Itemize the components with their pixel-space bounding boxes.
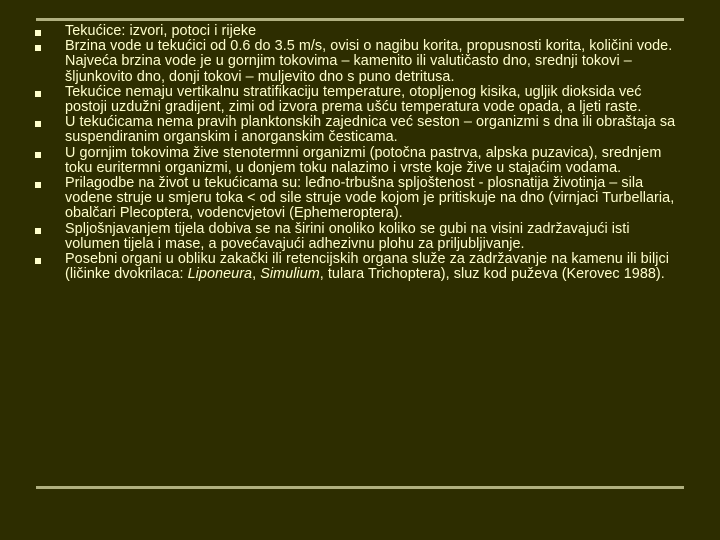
bullet-item-8	[34, 252, 684, 282]
bullet-text-part: , tulara Trichoptera), sluz kod puževa (Kerovec 1988).	[319, 266, 665, 283]
bullet-text: Brzina vode u tekućici od 0.6 do 3.5 m/s, ovisi o nagibu korita, propusnosti korita, količini vode. Najveća brzina vode je u gornjim tokovima – kamenito ili valutičasto dno, srednji tokovi – šljunkovito dno, donji tokovi – muljevito dno s puno detritusa.	[65, 38, 673, 85]
italic-taxon-name: Simulium	[260, 266, 320, 283]
square-bullet-icon	[35, 182, 41, 188]
bullet-text-part: ,	[252, 266, 261, 283]
bullet-item-6	[34, 176, 684, 222]
bullet-item-4	[34, 115, 684, 145]
square-bullet-icon	[35, 152, 41, 158]
bullet-item-2	[34, 39, 684, 85]
square-bullet-icon	[35, 258, 41, 264]
square-bullet-icon	[35, 91, 41, 97]
square-bullet-icon	[35, 45, 41, 51]
bullet-item-7	[34, 222, 684, 252]
bullet-list	[34, 24, 684, 282]
bullet-item-1	[34, 24, 684, 39]
square-bullet-icon	[35, 121, 41, 127]
bullet-text: Prilagodbe na život u tekućicama su: leđno-trbušna spljoštenost - plosnatija životinja – sila vodene struje u smjeru toka < od sile struje vode kojom je pritiskuje na dno (virnjaci Turbellaria, obalčari Plecoptera, vodencvjetovi (Ephemeroptera).	[65, 175, 675, 222]
bullet-text	[65, 252, 684, 282]
bullet-text: Tekućice: izvori, potoci i rijeke	[65, 23, 257, 39]
square-bullet-icon	[35, 228, 41, 234]
bullet-text-part: Posebni organi u obliku zakački ili retencijskih organa služe za zadržavanje na kamenu ili biljci (ličinke dvokrilaca:	[65, 251, 669, 283]
bullet-item-5	[34, 146, 684, 176]
top-divider	[36, 18, 684, 21]
bullet-text: U gornjim tokovima žive stenotermni organizmi (potočna pastrva, alpska puzavica), srednjem toku euritermni organizmi, u donjem toku nalazimo i vrste koje žive u stajaćim vodama.	[65, 144, 662, 176]
bullet-text: Tekućice nemaju vertikalnu stratifikaciju temperature, otopljenog kisika, ugljik dioksida već postoji uzdužni gradijent, zimi od izvora prema ušću temperatura vode opada, a ljeti raste.	[65, 83, 642, 116]
bottom-divider	[36, 486, 684, 489]
bullet-text: Spljošnjavanjem tijela dobiva se na širini onoliko koliko se gubi na visini zadržavajući isti volumen tijela i mase, a povećavajući adhezivnu plohu za priljubljivanje.	[65, 220, 630, 252]
italic-taxon-name: Liponeura	[187, 266, 253, 283]
square-bullet-icon	[35, 30, 41, 36]
bullet-text: U tekućicama nema pravih planktonskih zajednica već seston – organizmi s dna ili obraštaja sa suspendiranim organskim i anorganskim česticama.	[65, 114, 676, 146]
bullet-item-3	[34, 85, 684, 115]
